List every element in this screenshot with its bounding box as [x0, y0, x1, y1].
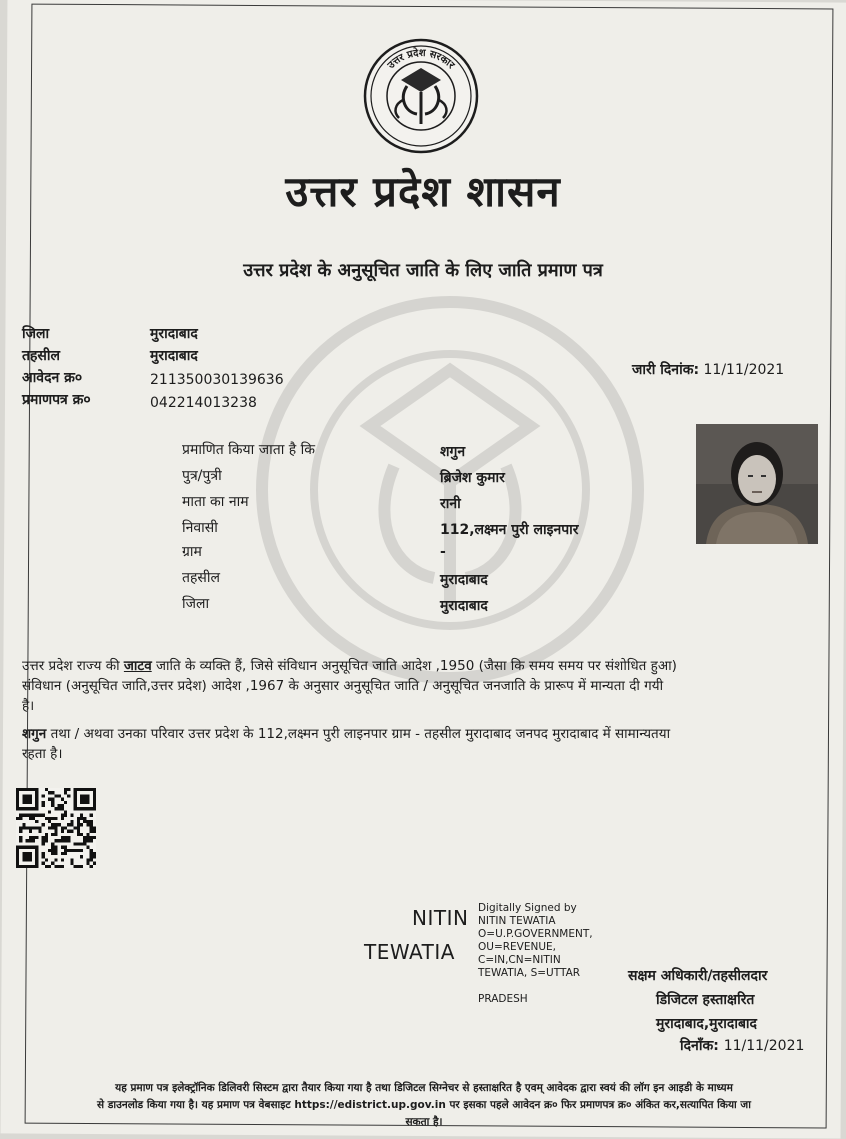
tehsil-label: तहसील: [22, 348, 60, 364]
application-no-value: 211350030139636: [150, 372, 284, 388]
digital-signature-details: [478, 902, 593, 1006]
issue-date-label: जारी दिनांक:: [632, 362, 700, 378]
sig-line: NITIN TEWATIA: [478, 915, 556, 927]
signer-name-line-2: TEWATIA: [364, 940, 455, 964]
officer-title: सक्षम अधिकारी/तहसीलदार: [628, 968, 768, 984]
village-label: ग्राम: [182, 544, 202, 560]
emblem-seal-icon: [363, 38, 479, 154]
caste-name: जाटव: [123, 658, 152, 674]
caste-paragraph-line-2: संविधान (अनुसूचित जाति,उत्तर प्रदेश) आदेश ,1967 के अनुसार अनुसूचित जाति / अनुसूचित जनजाति के प्रारूप में मान्यता दी गयी: [22, 678, 664, 694]
officer-date-label: दिनाँक:: [680, 1038, 719, 1054]
mother-name-label: माता का नाम: [182, 494, 249, 510]
application-no-label: आवेदन क्र०: [22, 370, 83, 386]
detail-tehsil-label: तहसील: [182, 570, 220, 586]
certificate-subtitle: उत्तर प्रदेश के अनुसूचित जाति के लिए जाति प्रमाण पत्र: [243, 260, 603, 281]
resident-value: 112,लक्ष्मन पुरी लाइनपार: [440, 522, 579, 538]
officer-date-value: 11/11/2021: [723, 1038, 805, 1054]
person-photo-icon: [696, 424, 818, 544]
caste-paragraph: [22, 656, 834, 716]
caste-line-1-text: जाति के व्यक्ति हैं, जिसे संविधान अनुसूचित जाति आदेश ,1950 (जैसा कि समय समय पर संशोधित हुआ): [151, 658, 677, 674]
sig-line: Digitally Signed by: [478, 902, 577, 914]
sig-line: C=IN,CN=NITIN: [478, 954, 561, 966]
caste-paragraph-line-3: है।: [22, 698, 35, 714]
sig-line: [478, 980, 593, 993]
certificate-no-value: 042214013238: [150, 395, 257, 411]
up-government-emblem: [363, 38, 479, 154]
applicant-name-value: शगुन: [440, 444, 466, 460]
officer-location: मुरादाबाद,मुरादाबाद: [656, 1016, 757, 1032]
residence-paragraph-line-1: [22, 724, 834, 744]
footer-line-1: यह प्रमाण पत्र इलेक्ट्रॉनिक डिलिवरी सिस्टम द्वारा तैयार किया गया है तथा डिजिटल सिग्नेचर से हस्ताक्षरित है एवम् आवेदक द्वारा स्वयं की लॉग इन आइडी के माध्यम: [115, 1082, 733, 1094]
officer-date: [680, 1036, 804, 1055]
detail-district-value: मुरादाबाद: [440, 598, 488, 614]
residence-line-1-text: तथा / अथवा उनका परिवार उत्तर प्रदेश के 112,लक्ष्मन पुरी लाइनपार ग्राम - तहसील मुरादाबाद जनपद मुरादाबाद में सामान्यतया: [46, 726, 671, 742]
footer-note: [8, 1080, 840, 1131]
caste-paragraph-line-1: [22, 656, 834, 676]
tehsil-value: मुरादाबाद: [150, 348, 198, 364]
issue-date: [632, 360, 784, 379]
mother-name-value: रानी: [440, 496, 461, 512]
watermark-emblem-icon: [250, 290, 650, 690]
officer-digital-signed: डिजिटल हस्ताक्षरित: [656, 992, 755, 1008]
qr-code-icon: [16, 788, 96, 868]
footer-line-3: सकता है।: [405, 1116, 443, 1128]
caste-pre-text: उत्तर प्रदेश राज्य की: [22, 658, 124, 674]
sig-line: O=U.P.GOVERNMENT,: [478, 928, 593, 940]
residence-paragraph: [22, 724, 834, 764]
district-label: जिला: [22, 326, 50, 342]
signer-name-line-1: NITIN: [412, 906, 469, 930]
detail-district-label: जिला: [182, 596, 210, 612]
issue-date-value: 11/11/2021: [703, 362, 785, 378]
residence-name: शगुन: [22, 726, 47, 742]
applicant-photo: [696, 424, 818, 544]
sig-line: OU=REVENUE,: [478, 941, 557, 953]
certified-label: प्रमाणित किया जाता है कि: [182, 442, 316, 458]
district-value: मुरादाबाद: [150, 326, 198, 342]
residence-paragraph-line-2: रहता है।: [22, 746, 63, 762]
resident-label: निवासी: [182, 520, 218, 536]
page-title: उत्तर प्रदेश शासन: [285, 167, 561, 216]
detail-tehsil-value: मुरादाबाद: [440, 572, 488, 588]
emblem-text: उत्तर प्रदेश सरकार: [385, 47, 457, 72]
parent-value: ब्रिजेश कुमार: [440, 470, 505, 486]
sig-line: TEWATIA, S=UTTAR: [478, 967, 581, 979]
sig-line: PRADESH: [478, 993, 528, 1005]
certificate-no-label: प्रमाणपत्र क्र०: [22, 392, 91, 408]
village-value: -: [440, 544, 446, 560]
footer-line-2: से डाउनलोड किया गया है। यह प्रमाण पत्र वेबसाइट https://edistrict.up.gov.in पर इसका पहले आवेदन क्र० फिर प्रमाणपत्र क्र० अंकित कर,सत्यापित किया जा: [97, 1099, 751, 1111]
parent-label: पुत्र/पुत्री: [182, 468, 222, 484]
